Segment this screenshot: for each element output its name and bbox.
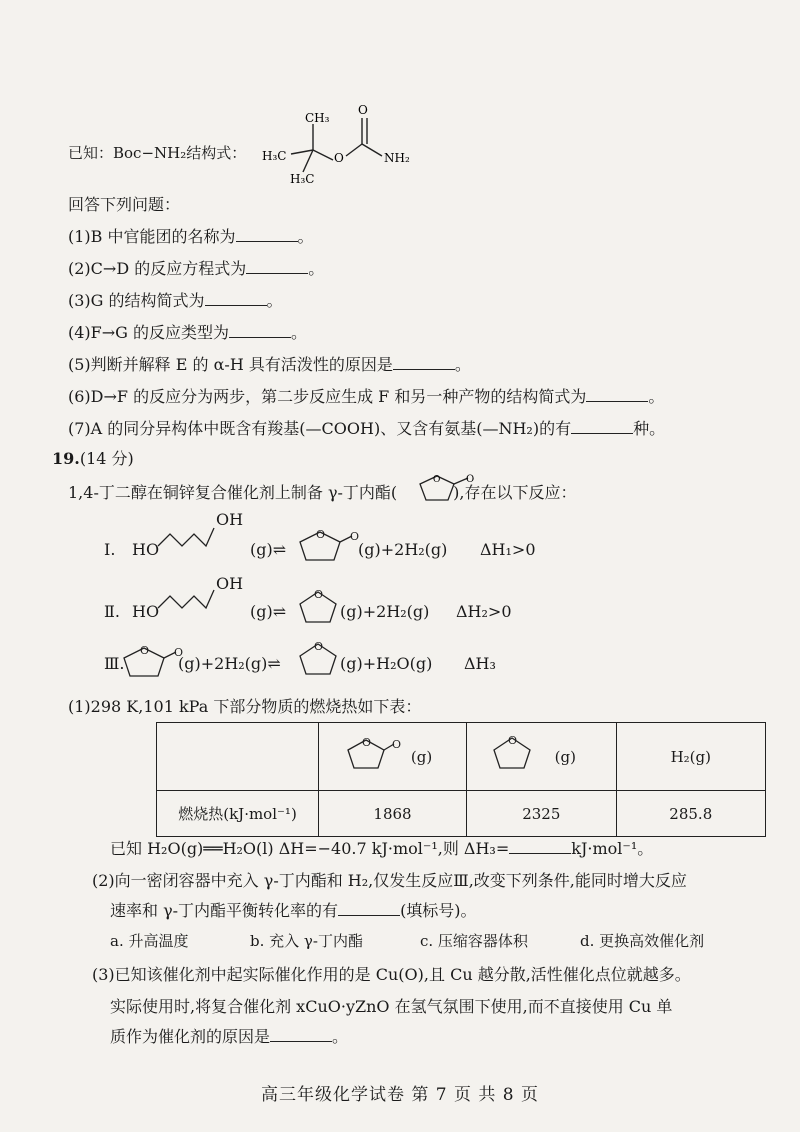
question-1: (1)B 中官能团的名称为 。 (68, 227, 314, 246)
reaction-2-oh: OH (216, 574, 244, 593)
question-5: (5)判断并解释 E 的 α-H 具有活泼性的原因是 。 (68, 355, 471, 374)
answer-intro: 回答下列问题： (68, 195, 181, 214)
sub-question-2a: (2)向一密闭容器中充入 γ-丁内酯和 H₂,仅发生反应Ⅲ,改变下列条件,能同时增大反应 (92, 871, 687, 890)
question-3: (3)G 的结构简式为 。 (68, 291, 283, 310)
known-prefix: 已知：Boc−NH₂结构式： (68, 144, 247, 162)
reaction-1-dh: ΔH₁>0 (480, 540, 536, 559)
svg-text:O: O (466, 474, 475, 485)
reaction-3-label: Ⅲ. (104, 654, 125, 673)
reaction-2-ho: HO (132, 602, 160, 621)
q19-intro: 1,4-丁二醇在铜锌复合催化剂上制备 γ-丁内酯( ),存在以下反应： (68, 483, 577, 502)
ester-oxygen: O (334, 151, 344, 165)
table-header-h2: H₂(g) (616, 723, 765, 791)
table-value-h2: 285.8 (616, 791, 765, 837)
reaction-2-label: Ⅱ. (104, 602, 120, 621)
reaction-2-arrow: (g)⇌ (250, 602, 287, 621)
reaction-1-ho: HO (132, 540, 160, 559)
table-header-thf: (g) (467, 723, 617, 791)
carbonyl-oxygen: O (358, 103, 368, 117)
svg-text:O: O (350, 530, 360, 543)
ch3-top: CH₃ (305, 111, 330, 125)
svg-text:O: O (362, 736, 372, 749)
option-d: d. 更换高效催化剂 (580, 932, 705, 950)
h3c-bottom: H₃C (290, 172, 315, 186)
reaction-2-product: (g)+2H₂(g) (340, 602, 430, 621)
table-value-lactone: 1868 (319, 791, 467, 837)
known-enthalpy-line: 已知 H₂O(g)══H₂O(l) ΔH=−40.7 kJ·mol⁻¹,则 ΔH₃= kJ·mol⁻¹。 (110, 839, 654, 858)
svg-text:O: O (392, 738, 402, 751)
svg-text:O: O (316, 528, 326, 541)
sub-question-3c: 质作为催化剂的原因是 。 (110, 1027, 349, 1046)
reaction-3-product: (g)+H₂O(g) (340, 654, 433, 673)
reaction-1-label: Ⅰ. (104, 540, 116, 559)
option-a: a. 升高温度 (110, 932, 189, 950)
reaction-3-arrow: (g)+2H₂(g)⇌ (178, 654, 281, 673)
svg-text:O: O (174, 646, 184, 659)
reaction-2-dh: ΔH₂>0 (456, 602, 512, 621)
question-2: (2)C→D 的反应方程式为 。 (68, 259, 325, 278)
page-footer: 高三年级化学试卷 第 7 页 共 8 页 (260, 1085, 540, 1105)
sub-question-3b: 实际使用时,将复合催化剂 xCuO·yZnO 在氢气氛围下使用,而不直接使用 Cu 单 (110, 997, 673, 1016)
svg-text:O: O (433, 475, 441, 485)
sub-question-1: (1)298 K,101 kPa 下部分物质的燃烧热如下表： (68, 697, 422, 716)
option-b: b. 充入 γ-丁内酯 (250, 932, 363, 950)
q19-heading: 19.(14 分) (52, 449, 134, 468)
question-6: (6)D→F 的反应分为两步，第二步反应生成 F 和另一种产物的结构简式为 。 (68, 387, 665, 406)
svg-text:O: O (508, 734, 518, 747)
question-7: (7)A 的同分异构体中既含有羧基(—COOH)、又含有氨基(—NH₂)的有 种。 (68, 419, 666, 438)
reaction-1-arrow: (g)⇌ (250, 540, 287, 559)
sub-question-2b: 速率和 γ-丁内酯平衡转化率的有 (填标号)。 (110, 901, 477, 920)
reaction-1-product: (g)+2H₂(g) (358, 540, 448, 559)
reaction-1-oh: OH (216, 510, 244, 529)
svg-text:O: O (140, 644, 150, 657)
option-c: c. 压缩容器体积 (420, 932, 528, 950)
table-row-label: 燃烧热(kJ·mol⁻¹) (157, 791, 319, 837)
reaction-3-dh: ΔH₃ (464, 654, 496, 673)
sub-question-3a: (3)已知该催化剂中起实际催化作用的是 Cu(O),且 Cu 越分散,活性催化点位就越多。 (92, 965, 691, 984)
question-4: (4)F→G 的反应类型为 。 (68, 323, 308, 342)
nh2-group: NH₂ (384, 151, 410, 165)
svg-text:O: O (314, 588, 324, 601)
table-header-lactone: (g) (319, 723, 467, 791)
svg-text:O: O (314, 640, 324, 653)
table-value-thf: 2325 (467, 791, 617, 837)
h3c-left: H₃C (262, 149, 287, 163)
